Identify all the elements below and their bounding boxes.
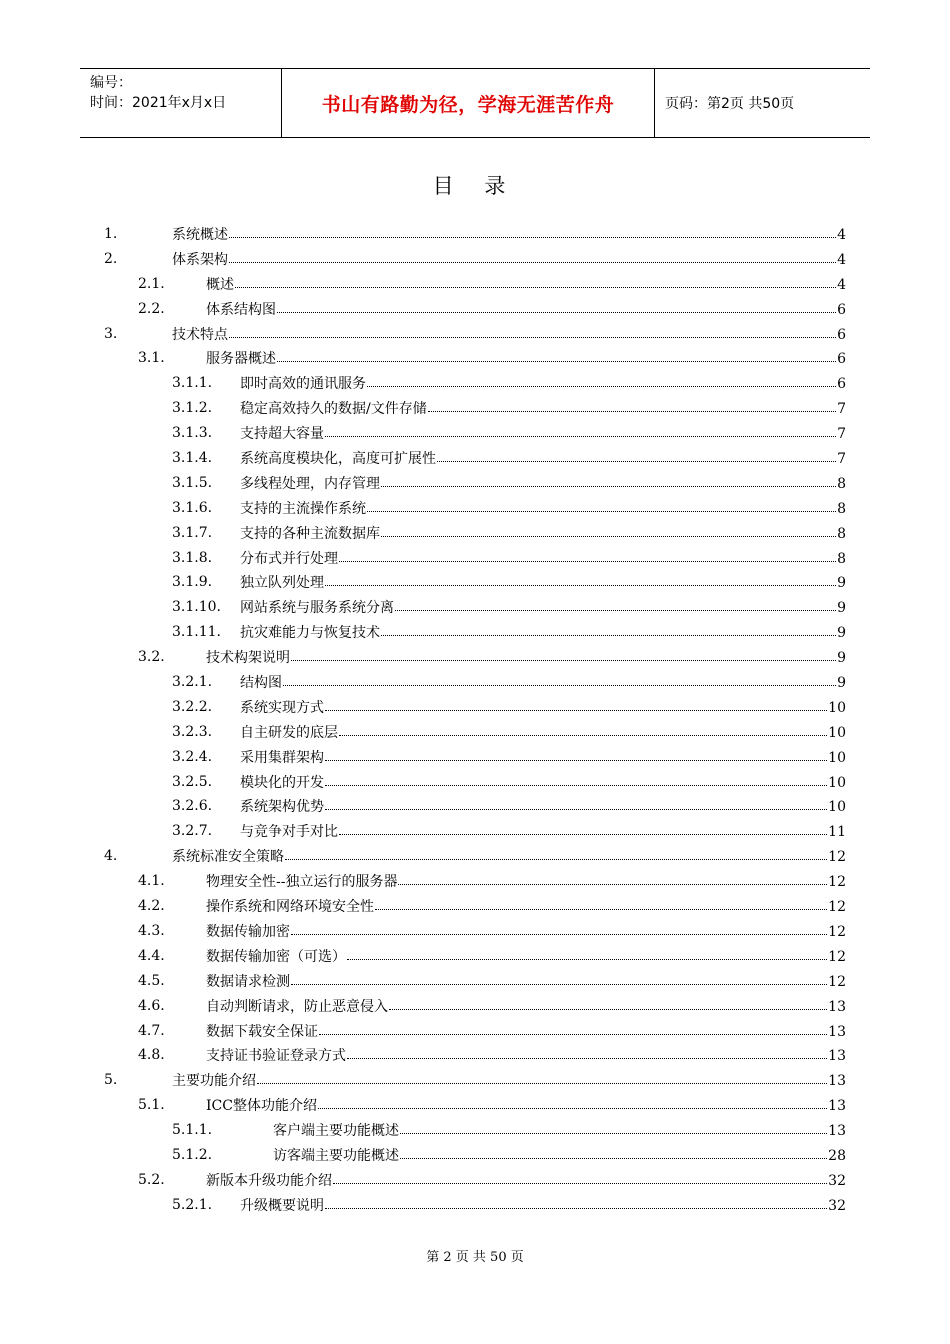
toc-entry-page: 13 <box>828 1023 846 1040</box>
toc-leader-dots <box>367 370 836 387</box>
toc-entry-label: 分布式并行处理 <box>240 550 338 567</box>
toc-entry[interactable] <box>0 819 950 844</box>
toc-entry-page: 12 <box>828 948 846 965</box>
toc-entry-line <box>206 994 846 1020</box>
toc-entry-line <box>240 471 846 497</box>
toc-entry-page: 10 <box>828 699 846 716</box>
toc-entry-number: 4.3. <box>138 922 165 939</box>
toc-entry-page: 10 <box>828 774 846 791</box>
toc-leader-dots <box>339 719 827 736</box>
toc-entry-line <box>240 546 846 572</box>
toc-entry-line <box>240 695 846 721</box>
toc-leader-dots <box>325 1192 827 1209</box>
toc-entry-label: 技术构架说明 <box>206 650 290 667</box>
page-header <box>80 68 870 138</box>
toc-leader-dots <box>285 843 827 860</box>
toc-entry-line <box>206 894 846 920</box>
toc-entry-page: 12 <box>828 923 846 940</box>
toc-entry-label: 技术特点 <box>172 326 228 343</box>
toc-leader-dots <box>283 669 836 686</box>
toc-entry-line <box>206 1168 846 1194</box>
toc-entry-label: 物理安全性--独立运行的服务器 <box>206 874 398 891</box>
toc-entry-page: 11 <box>828 824 846 841</box>
toc-entry-page: 28 <box>828 1147 846 1164</box>
toc-entry-page: 12 <box>828 899 846 916</box>
toc-entry-label: 支持超大容量 <box>240 426 324 443</box>
toc-entry-number: 3. <box>104 325 118 342</box>
toc-entry-number: 3.2.6. <box>172 798 213 815</box>
toc-entry-label: 采用集群架构 <box>240 749 324 766</box>
toc-entry-number: 4.2. <box>138 898 165 915</box>
toc-leader-dots <box>235 271 836 288</box>
toc-entry-page: 13 <box>828 1073 846 1090</box>
toc-entry[interactable] <box>0 471 950 496</box>
toc-leader-dots <box>325 793 827 810</box>
toc-leader-dots <box>437 445 836 462</box>
page-footer: 第 2 页 共 50 页 <box>426 1250 524 1265</box>
toc-entry-label: 支持的各种主流数据库 <box>240 525 380 542</box>
toc-entry-page: 4 <box>837 276 846 293</box>
toc-entry-number: 4.5. <box>138 972 165 989</box>
toc-entry-label: 操作系统和网络环境安全性 <box>206 899 374 916</box>
toc-entry-line <box>240 496 846 522</box>
toc-leader-dots <box>325 420 836 437</box>
toc-entry[interactable] <box>0 1019 950 1044</box>
toc-entry[interactable] <box>0 521 950 546</box>
toc-entry-line <box>240 421 846 447</box>
toc-entry-label: 模块化的开发 <box>240 774 324 791</box>
toc-entry-page: 6 <box>837 326 846 343</box>
toc-leader-dots <box>325 744 827 761</box>
toc-entry-line <box>172 844 846 870</box>
toc-leader-dots <box>325 769 827 786</box>
toc-entry-page: 8 <box>837 550 846 567</box>
toc-entry-number: 3.1.1. <box>172 375 213 392</box>
toc-entry-page: 6 <box>837 351 846 368</box>
toc-entry[interactable] <box>0 919 950 944</box>
toc-entry-number: 3.1.9. <box>172 574 213 591</box>
toc-entry[interactable] <box>0 1168 950 1193</box>
toc-entry-page: 9 <box>837 650 846 667</box>
toc-entry-number: 3.1.2. <box>172 400 213 417</box>
toc-entry-number: 3.2.7. <box>172 823 213 840</box>
toc-entry-label: 数据请求检测 <box>206 973 290 990</box>
toc-entry-number: 2. <box>104 250 118 267</box>
toc-entry-line <box>206 272 846 298</box>
toc-entry-label: 结构图 <box>240 675 282 692</box>
date-line: 时间：2021年x月x日 <box>90 95 227 111</box>
toc-entry[interactable] <box>0 994 950 1019</box>
toc-entry-line <box>240 1193 846 1219</box>
toc-leader-dots <box>229 221 836 238</box>
toc-entry-page: 10 <box>828 724 846 741</box>
toc-entry-line <box>240 521 846 547</box>
toc-leader-dots <box>381 619 836 636</box>
toc-entry-page: 9 <box>837 625 846 642</box>
toc-entry-page: 12 <box>828 849 846 866</box>
toc-entry[interactable] <box>0 1068 950 1093</box>
toc-entry-line <box>273 1118 846 1144</box>
toc-entry-label: 系统实现方式 <box>240 699 324 716</box>
toc-entry-label: 客户端主要功能概述 <box>273 1123 399 1140</box>
toc-entry-page: 9 <box>837 675 846 692</box>
toc-entry-label: 与竞争对手对比 <box>240 824 338 841</box>
toc-entry[interactable] <box>0 869 950 894</box>
toc-entry-page: 7 <box>837 451 846 468</box>
toc-entry-label: 支持的主流操作系统 <box>240 500 366 517</box>
toc-entry-number: 3.1.10. <box>172 599 221 616</box>
toc-leader-dots <box>277 296 836 313</box>
toc-entry-page: 4 <box>837 227 846 243</box>
toc-entry-page: 8 <box>837 525 846 542</box>
toc-entry[interactable] <box>0 1143 950 1168</box>
toc-entry[interactable] <box>0 595 950 620</box>
toc-entry-line <box>273 1143 846 1169</box>
toc-leader-dots <box>325 569 836 586</box>
toc-entry[interactable] <box>0 1043 950 1068</box>
toc-entry-line <box>240 720 846 746</box>
toc-leader-dots <box>291 644 836 661</box>
toc-entry-number: 3.2. <box>138 649 165 666</box>
toc-entry-page: 32 <box>828 1197 846 1214</box>
toc-entry-number: 4.4. <box>138 947 165 964</box>
toc-entry-label: 自主研发的底层 <box>240 724 338 741</box>
toc-entry-label: 系统架构优势 <box>240 799 324 816</box>
toc-entry-number: 3.1. <box>138 350 165 367</box>
toc-entry-page: 12 <box>828 874 846 891</box>
toc-leader-dots <box>375 893 827 910</box>
toc-entry-line <box>240 819 846 845</box>
toc-entry-line <box>240 770 846 796</box>
toc-entry-line <box>206 869 846 895</box>
toc-entry-number: 3.2.5. <box>172 773 213 790</box>
toc-entry-page: 13 <box>828 1048 846 1065</box>
toc-entry-label: 自动判断请求，防止恶意侵入 <box>206 998 388 1015</box>
toc-entry-label: 数据下载安全保证 <box>206 1023 318 1040</box>
toc-entry-page: 13 <box>828 998 846 1015</box>
toc-entry-label: 体系架构 <box>172 251 228 268</box>
toc-entry-page: 8 <box>837 500 846 517</box>
toc-leader-dots <box>398 868 827 885</box>
toc-entry-line <box>240 595 846 621</box>
toc-entry-label: ICC整体功能介绍 <box>206 1098 317 1115</box>
toc-entry-number: 5.2.1. <box>172 1196 213 1213</box>
toc-leader-dots <box>339 818 827 835</box>
toc-entry-page: 10 <box>828 799 846 816</box>
toc-entry-line <box>206 645 846 671</box>
header-left-cell <box>80 69 282 137</box>
toc-entry-number: 5. <box>104 1072 118 1089</box>
toc-entry[interactable] <box>0 620 950 645</box>
toc-entry-label: 抗灾难能力与恢复技术 <box>240 625 380 642</box>
toc-entry-number: 2.1. <box>138 275 165 292</box>
toc-entry-label: 新版本升级功能介绍 <box>206 1172 332 1189</box>
toc-entry[interactable] <box>0 421 950 446</box>
toc-entry-line <box>240 745 846 771</box>
toc-entry-label: 即时高效的通讯服务 <box>240 376 366 393</box>
toc-entry-number: 3.1.6. <box>172 499 213 516</box>
toc-entry-number: 3.1.11. <box>172 624 221 641</box>
toc-leader-dots <box>400 1142 827 1159</box>
toc-entry-page: 7 <box>837 401 846 418</box>
toc-entry-number: 2.2. <box>138 300 165 317</box>
toc-entry-number: 3.2.2. <box>172 698 213 715</box>
toc-entry-label: 网站系统与服务系统分离 <box>240 600 394 617</box>
toc-leader-dots <box>347 1042 827 1059</box>
toc-entry-number: 5.1.1. <box>172 1122 213 1139</box>
page-info: 页码：第2页 共50页 <box>665 96 795 112</box>
toc-entry-label: 支持证书验证登录方式 <box>206 1048 346 1065</box>
toc-entry[interactable] <box>0 670 950 695</box>
toc-entry-label: 升级概要说明 <box>240 1197 324 1214</box>
toc-entry-number: 3.1.3. <box>172 425 213 442</box>
toc-entry-number: 3.1.4. <box>172 450 213 467</box>
toc-entry-number: 3.2.4. <box>172 748 213 765</box>
toc-entry[interactable] <box>0 322 950 347</box>
toc-entry-label: 系统高度模块化，高度可扩展性 <box>240 451 436 468</box>
toc-entry[interactable] <box>0 570 950 595</box>
motto: 书山有路勤为径，学海无涯苦作舟 <box>282 69 655 137</box>
toc-leader-dots <box>291 918 827 935</box>
toc-entry-number: 3.1.7. <box>172 524 213 541</box>
toc-entry-label: 主要功能介绍 <box>172 1073 256 1090</box>
toc-entry-page: 6 <box>837 376 846 393</box>
toc-entry-line <box>240 396 846 422</box>
toc-entry-number: 3.1.5. <box>172 474 213 491</box>
toc-entry-number: 3.2.1. <box>172 674 213 691</box>
toc-entry[interactable] <box>0 1118 950 1143</box>
toc-entry-line <box>240 794 846 820</box>
toc-entry-number: 3.2.3. <box>172 723 213 740</box>
toc-leader-dots <box>428 395 836 412</box>
toc-entry[interactable] <box>0 297 950 322</box>
toc-entry-line <box>206 919 846 945</box>
toc-leader-dots <box>381 470 836 487</box>
toc-entry[interactable] <box>0 695 950 720</box>
toc-entry-label: 稳定高效持久的数据/文件存储 <box>240 401 427 418</box>
toc-leader-dots <box>395 594 836 611</box>
toc-entry-line <box>172 1068 846 1094</box>
toc-entry[interactable] <box>0 645 950 670</box>
toc-entry-line <box>206 944 846 970</box>
toc-entry-label: 独立队列处理 <box>240 575 324 592</box>
toc-entry-page: 13 <box>828 1123 846 1140</box>
toc-entry-page: 8 <box>837 475 846 492</box>
toc-entry[interactable] <box>0 1193 950 1218</box>
toc-leader-dots <box>229 246 836 263</box>
toc-leader-dots <box>277 345 836 362</box>
toc-leader-dots <box>339 545 836 562</box>
toc-entry-number: 1. <box>104 226 118 242</box>
toc-leader-dots <box>347 943 827 960</box>
toc-entry[interactable] <box>0 794 950 819</box>
toc-entry-line <box>206 346 846 372</box>
toc-entry-page: 13 <box>828 1098 846 1115</box>
toc-entry-line <box>206 1043 846 1069</box>
toc-entry-label: 多线程处理，内存管理 <box>240 475 380 492</box>
toc-entry-label: 系统标准安全策略 <box>172 849 284 866</box>
toc-entry-page: 4 <box>837 251 846 268</box>
toc-entry-page: 9 <box>837 575 846 592</box>
toc-entry[interactable] <box>0 496 950 521</box>
toc-title: 目 录 <box>432 174 518 198</box>
toc-entry-number: 4.6. <box>138 997 165 1014</box>
toc-entry-line <box>206 1019 846 1045</box>
toc-entry[interactable] <box>0 944 950 969</box>
toc-leader-dots <box>325 694 827 711</box>
toc-leader-dots <box>229 321 836 338</box>
toc-entry-label: 数据传输加密 <box>206 923 290 940</box>
toc-entry-line <box>240 620 846 646</box>
toc-entry[interactable] <box>0 346 950 371</box>
toc-leader-dots <box>319 1018 827 1035</box>
toc-entry-number: 4.8. <box>138 1047 165 1064</box>
toc-entry-number: 5.1. <box>138 1097 165 1114</box>
toc-entry[interactable] <box>0 396 950 421</box>
toc-entry[interactable] <box>0 770 950 795</box>
toc-entry-line <box>206 297 846 323</box>
toc-leader-dots <box>367 495 836 512</box>
toc-entry-page: 6 <box>837 301 846 318</box>
toc-leader-dots <box>389 993 827 1010</box>
toc-entry-line <box>172 222 846 248</box>
toc-leader-dots <box>318 1092 827 1109</box>
toc-entry-page: 9 <box>837 600 846 617</box>
toc-entry-number: 3.1.8. <box>172 549 213 566</box>
toc-entry-number: 5.1.2. <box>172 1146 213 1163</box>
table-of-contents <box>0 222 950 1218</box>
toc-entry-page: 32 <box>828 1172 846 1189</box>
toc-entry-line <box>240 670 846 696</box>
toc-entry[interactable] <box>0 272 950 297</box>
toc-leader-dots <box>400 1117 827 1134</box>
toc-entry-label: 服务器概述 <box>206 351 276 368</box>
toc-entry-label: 数据传输加密（可选） <box>206 948 346 965</box>
number-label: 编号： <box>90 75 132 91</box>
toc-entry-number: 5.2. <box>138 1171 165 1188</box>
toc-entry-page: 10 <box>828 749 846 766</box>
toc-entry[interactable] <box>0 745 950 770</box>
toc-entry-line <box>172 322 846 348</box>
toc-entry-label: 概述 <box>206 276 234 293</box>
toc-entry[interactable] <box>0 844 950 869</box>
toc-entry-line <box>206 969 846 995</box>
toc-entry[interactable] <box>0 1093 950 1118</box>
toc-entry[interactable] <box>0 222 950 247</box>
toc-entry[interactable] <box>0 720 950 745</box>
toc-entry-line <box>172 247 846 273</box>
toc-entry-number: 4.1. <box>138 873 165 890</box>
toc-entry-number: 4. <box>104 848 118 865</box>
toc-entry-line <box>240 570 846 596</box>
toc-entry-label: 访客端主要功能概述 <box>273 1147 399 1164</box>
toc-leader-dots <box>257 1067 827 1084</box>
toc-leader-dots <box>333 1167 827 1184</box>
toc-leader-dots <box>291 968 827 985</box>
toc-entry[interactable] <box>0 546 950 571</box>
toc-entry[interactable] <box>0 894 950 919</box>
toc-entry-line <box>206 1093 846 1119</box>
toc-entry[interactable] <box>0 247 950 272</box>
toc-entry-label: 系统概述 <box>172 227 228 243</box>
toc-entry-label: 体系结构图 <box>206 301 276 318</box>
toc-entry-number: 4.7. <box>138 1022 165 1039</box>
toc-entry[interactable] <box>0 371 950 396</box>
toc-entry[interactable] <box>0 446 950 471</box>
toc-entry[interactable] <box>0 969 950 994</box>
toc-entry-page: 12 <box>828 973 846 990</box>
toc-entry-line <box>240 371 846 397</box>
toc-leader-dots <box>381 520 836 537</box>
toc-entry-line <box>240 446 846 472</box>
toc-entry-page: 7 <box>837 426 846 443</box>
